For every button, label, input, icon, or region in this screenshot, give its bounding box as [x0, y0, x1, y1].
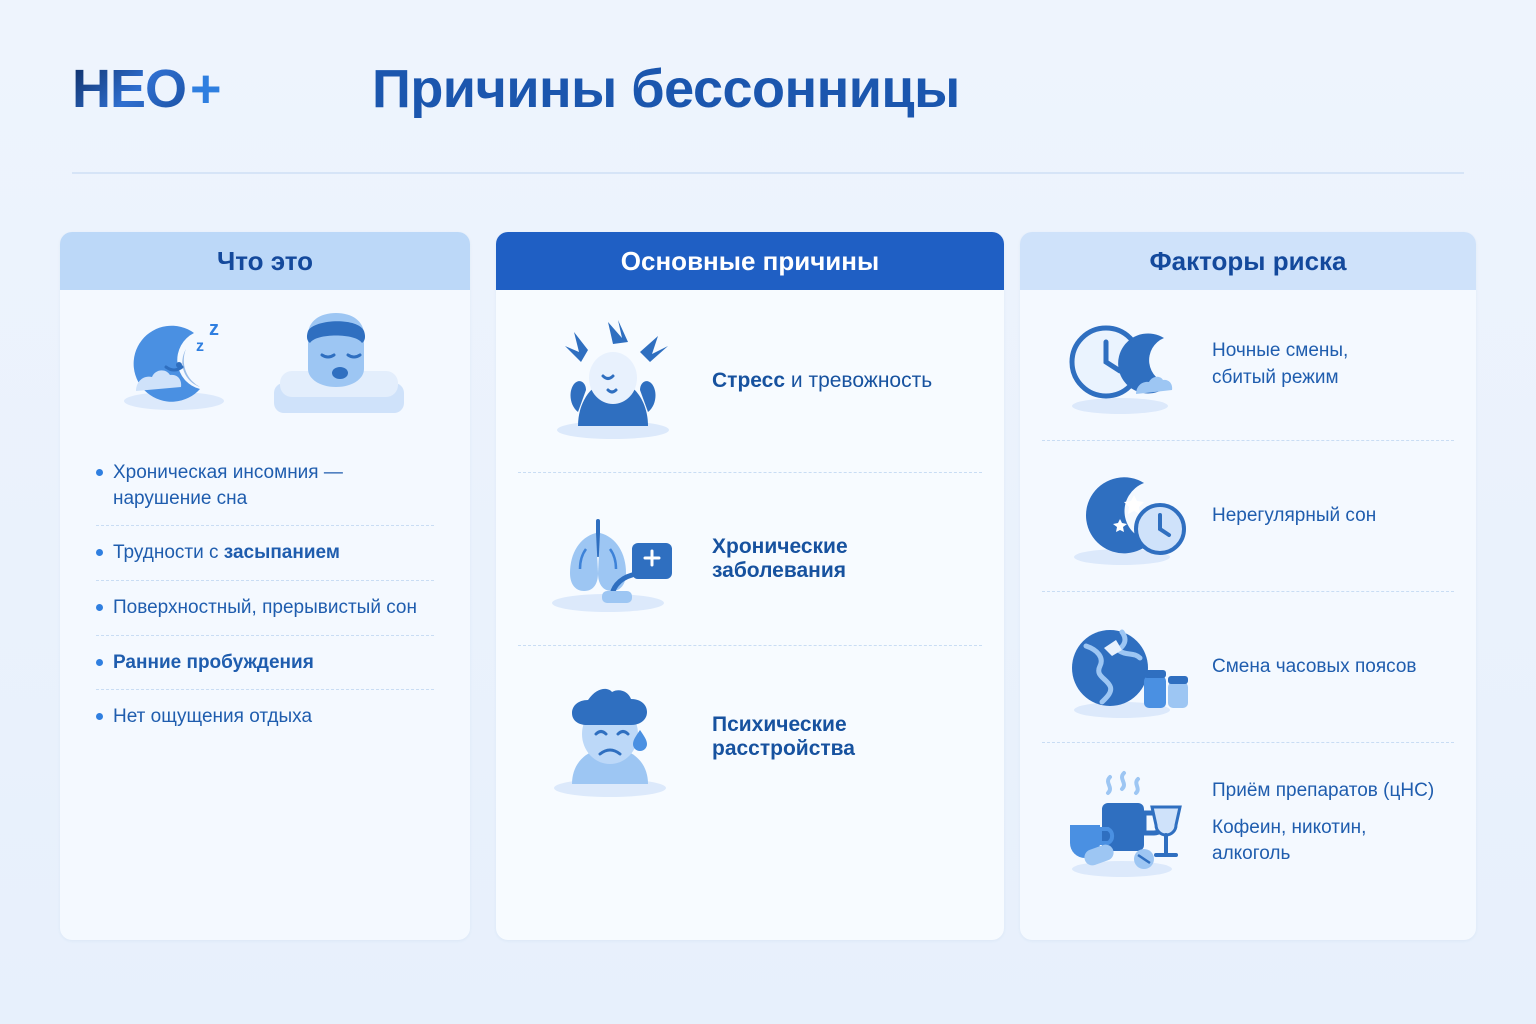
- globe-pills-icon: [1048, 612, 1198, 722]
- bullet-dot-icon: [96, 713, 103, 720]
- list-item: [96, 526, 434, 581]
- moon-zzz-icon: [116, 305, 246, 425]
- clock-moon-icon: [1048, 310, 1198, 420]
- sad-face-cloud-icon: [528, 672, 698, 802]
- list-item: [518, 290, 982, 473]
- card-causes-heading: Основные причины: [496, 232, 1004, 290]
- list-item-label: Поверхностный, прерывистый сон: [113, 596, 417, 618]
- card-risk-heading: Факторы риска: [1020, 232, 1476, 290]
- list-item-label: Ранние пробуждения: [113, 651, 314, 673]
- card-risk-factors: [1020, 232, 1476, 940]
- logo-plus-icon: +: [190, 59, 222, 119]
- bullet-dot-icon: [96, 469, 103, 476]
- bullet-dot-icon: [96, 549, 103, 556]
- logo: [72, 59, 222, 119]
- list-item: [1042, 441, 1454, 592]
- card-what-is-it: [60, 232, 470, 940]
- list-item: [96, 690, 434, 744]
- page-header: [0, 0, 1536, 176]
- cause-label: Стресс и тревожность: [712, 369, 933, 392]
- card-what-heading: Что это: [60, 232, 470, 290]
- page-title: Причины бессонницы: [372, 59, 960, 119]
- bullet-dot-icon: [96, 659, 103, 666]
- risk-label: Смена часовых поясов: [1212, 655, 1417, 677]
- list-item: [96, 636, 434, 691]
- what-bullet-list: [82, 440, 448, 744]
- moon-stars-clock-icon: [1048, 461, 1198, 571]
- stress-headache-icon: [528, 316, 698, 446]
- risk-label: Нерегулярный сон: [1212, 504, 1377, 526]
- list-item: [96, 581, 434, 636]
- sleeping-person-icon: [264, 305, 414, 425]
- risk-label: Приём препаратов (цНС) Кофеин, никотин, алкоголь: [1212, 780, 1435, 865]
- list-item: [518, 646, 982, 828]
- svg-text:z: z: [196, 338, 204, 355]
- card-main-causes: [496, 232, 1004, 940]
- cause-label: Психические расстройства: [712, 713, 855, 760]
- list-item-label: Хроническая инсомния — нарушение сна: [113, 462, 343, 509]
- header-divider: [72, 172, 1464, 174]
- bullet-dot-icon: [96, 604, 103, 611]
- lungs-bloodpressure-icon: [528, 499, 698, 619]
- list-item: [1042, 290, 1454, 441]
- list-item: [518, 473, 982, 646]
- hero-illustration: [82, 290, 448, 440]
- list-item: [96, 446, 434, 526]
- svg-text:z: z: [209, 318, 219, 340]
- risk-label: Ночные смены, сбитый режим: [1212, 340, 1349, 388]
- list-item: [1042, 743, 1454, 903]
- list-item-label: Трудности с засыпанием: [113, 542, 340, 564]
- logo-wordmark: HEO: [72, 59, 187, 119]
- coffee-wine-pills-icon: [1048, 763, 1198, 883]
- list-item-label: Нет ощущения отдыха: [113, 706, 313, 728]
- list-item: [1042, 592, 1454, 743]
- cause-label: Хронические заболевания: [712, 535, 848, 582]
